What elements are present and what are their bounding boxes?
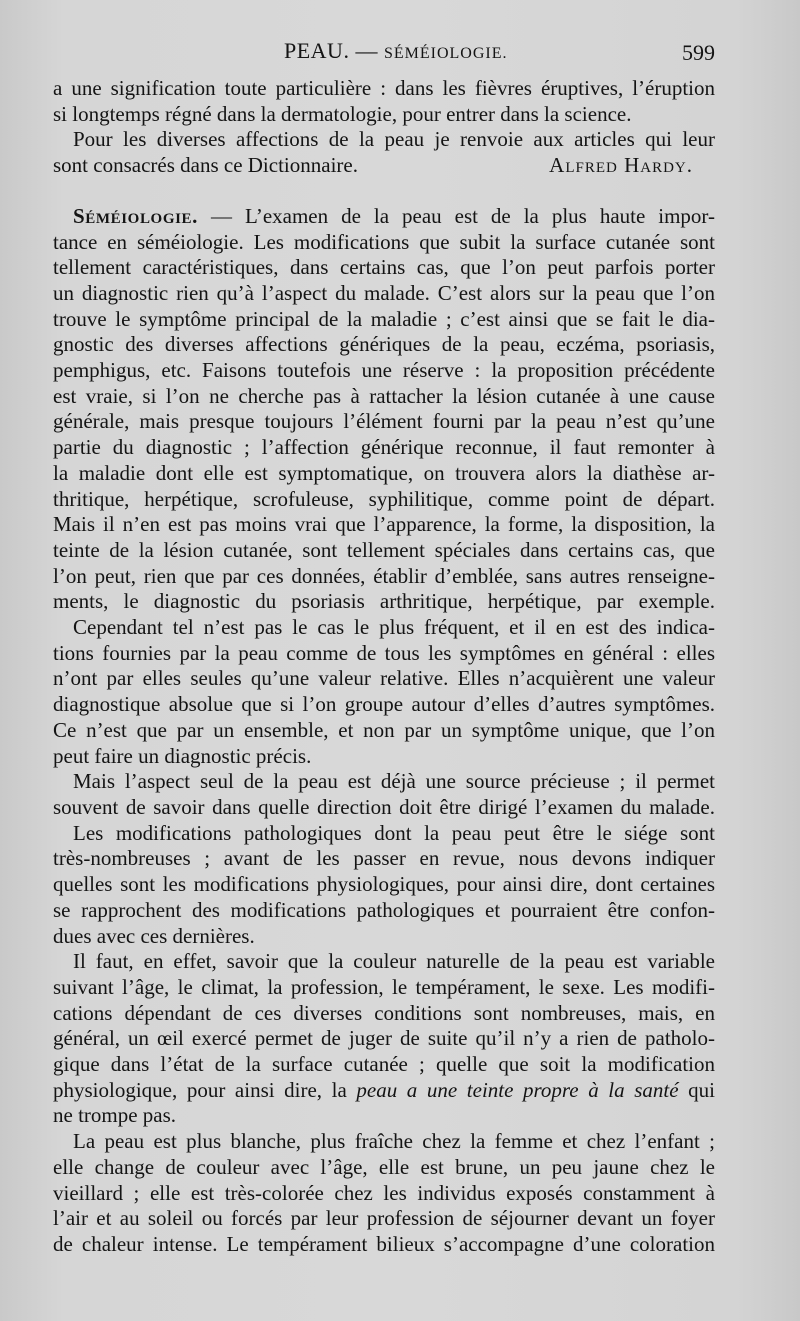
text-line: n’ont par elles seules qu’une valeur relative. Elles n’acquièrent une valeur <box>53 666 715 691</box>
running-head-sub: SÉMÉIOLOGIE. <box>383 45 508 62</box>
text-line: se rapprochent des modifications pathologiques et pourraient être confon- <box>53 897 715 922</box>
text-line: quelles sont les modifications physiologiques, pour ainsi dire, dont certaines <box>53 872 715 897</box>
text-line: Pour les diverses affections de la peau je renvoie aux articles qui leur <box>73 127 715 152</box>
text-line-rest: — L’examen de la peau est de la plus haute impor- <box>210 203 715 228</box>
text-line: Mais il n’en est pas moins vrai que l’apparence, la forme, la disposition, la <box>53 512 715 537</box>
page-header <box>0 38 800 72</box>
article-heading: Séméiologie. <box>73 203 198 228</box>
text-line: très-nombreuses ; avant de les passer en revue, nous devons indiquer <box>53 846 715 871</box>
text-line: tions fournies par la peau comme de tous les symptômes en général : elles <box>53 640 715 665</box>
text-line: général, un œil exercé permet de juger de suite qu’il n’y a rien de patholo- <box>53 1026 715 1051</box>
text-line: Cependant tel n’est pas le cas le plus fréquent, et il en est des indica- <box>73 615 715 640</box>
text-line: la maladie dont elle est symptomatique, on trouvera alors la diathèse ar- <box>53 460 715 485</box>
text-line: souvent de savoir dans quelle direction doit être dirigé l’examen du malade. <box>53 794 715 819</box>
text-line: est vraie, si l’on ne cherche pas à rattacher la lésion cutanée à une cause <box>53 383 715 408</box>
text-line: l’air et au soleil ou forcés par leur profession de séjourner devant un foyer <box>53 1206 715 1231</box>
text-line: trouve le symptôme principal de la maladie ; c’est ainsi que se fait le dia- <box>53 306 715 331</box>
text-line: partie du diagnostic ; l’affection générique reconnue, il faut remonter à <box>53 435 715 460</box>
section-gap <box>53 179 715 204</box>
text-line-with-emphasis <box>53 1078 715 1104</box>
running-head-main: PEAU. <box>284 38 350 63</box>
text-line: gnostic des diverses affections génériques de la peau, eczéma, psoriasis, <box>53 332 715 357</box>
text-line: générale, mais presque toujours l’élément fourni par la peau n’est qu’une <box>53 409 715 434</box>
text-line: a une signification toute particulière : dans les fièvres éruptives, l’éruption <box>53 76 715 100</box>
text-line: de chaleur intense. Le tempérament bilieux s’accompagne d’une coloration <box>53 1231 715 1256</box>
text-line: diagnostique absolue que si l’on groupe autour d’elles d’autres symptômes. <box>53 692 715 717</box>
text-line: Les modifications pathologiques dont la peau peut être le siége sont <box>73 820 715 845</box>
text-line: dues avec ces dernières. <box>53 923 255 948</box>
text-line: vieillard ; elle est très-colorée chez les individus exposés constamment à <box>53 1180 715 1205</box>
text-line: Il faut, en effet, savoir que la couleur naturelle de la peau est variable <box>73 949 715 974</box>
text-line: si longtemps régné dans la dermatologie, pour entrer dans la science. <box>53 101 632 126</box>
text-line: tellement caractéristiques, dans certains cas, que l’on peut parfois porter <box>53 255 715 280</box>
italic-phrase: peau a une teinte propre à la santé <box>356 1077 679 1102</box>
text-line: peut faire un diagnostic précis. <box>53 743 312 768</box>
page-body <box>53 76 715 1258</box>
article-first-line <box>53 204 715 230</box>
text-line: Mais l’aspect seul de la peau est déjà une source précieuse ; il permet <box>73 769 715 794</box>
text-segment: qui <box>678 1077 715 1102</box>
text-line: ments, le diagnostic du psoriasis arthritique, herpétique, par exemple. <box>53 589 715 614</box>
text-line: pemphigus, etc. Faisons toutefois une réserve : la proposition précédente <box>53 358 715 383</box>
text-line: un diagnostic rien qu’à l’aspect du malade. C’est alors sur la peau que l’on <box>53 280 715 305</box>
running-head-separator: — <box>355 38 378 63</box>
author-signature: Alfred Hardy. <box>549 153 693 178</box>
text-segment: physiologique, pour ainsi dire, la <box>53 1077 357 1102</box>
text-line: elle change de couleur avec l’âge, elle est brune, un peu jaune chez le <box>53 1154 715 1179</box>
running-head <box>284 38 508 64</box>
text-line: cations dépendant de ces diverses conditions sont nombreuses, mais, en <box>53 1000 715 1025</box>
text-line: ne trompe pas. <box>53 1103 177 1128</box>
text-line: teinte de la lésion cutanée, sont tellement spéciales dans certains cas, que <box>53 537 715 562</box>
text-line: thritique, herpétique, scrofuleuse, syphilitique, comme point de départ. <box>53 486 715 511</box>
text-line: l’on peut, rien que par ces données, établir d’emblée, sans autres renseigne- <box>53 563 715 588</box>
text-line: sont consacrés dans ce Dictionnaire. <box>53 153 358 178</box>
text-line: gique dans l’état de la surface cutanée ; quelle que soit la modification <box>53 1052 715 1077</box>
text-line: suivant l’âge, le climat, la profession, le tempérament, le sexe. Les modifi- <box>53 974 715 999</box>
text-line: tance en séméiologie. Les modifications que subit la surface cutanée sont <box>53 229 715 254</box>
text-line: La peau est plus blanche, plus fraîche chez la femme et chez l’enfant ; <box>73 1129 715 1154</box>
signature-line <box>53 153 715 179</box>
page-number: 599 <box>682 40 715 65</box>
text-line: Ce n’est que par un ensemble, et non par un symptôme unique, que l’on <box>53 717 715 742</box>
